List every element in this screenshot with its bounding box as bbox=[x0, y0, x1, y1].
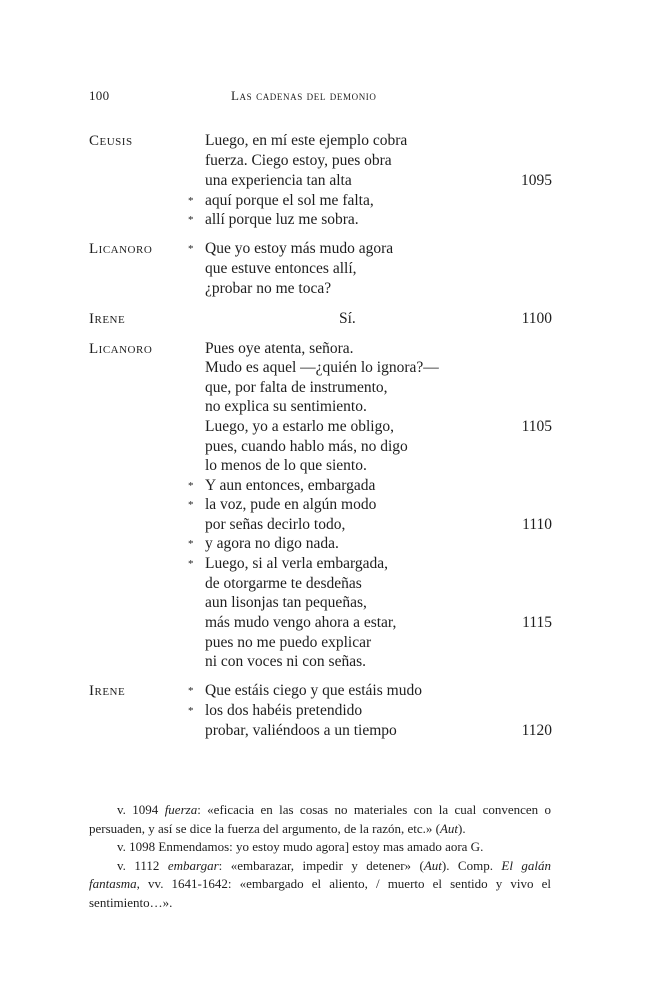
note-ref: v. 1098 bbox=[117, 839, 156, 854]
verse-line: no explica su sentimiento. bbox=[205, 398, 367, 415]
line-number: 1095 bbox=[521, 172, 552, 189]
verse-line: Luego, si al verla embargada, bbox=[205, 555, 389, 572]
line-number: 1120 bbox=[521, 722, 552, 739]
note-term: fuerza bbox=[164, 802, 198, 817]
asterisk-icon: * bbox=[188, 685, 194, 697]
note-text: : «embarazar, impedir y detener» ( bbox=[218, 857, 424, 873]
verse-line: por señas decirlo todo, bbox=[205, 516, 346, 533]
verse-line: aun lisonjas tan pequeñas, bbox=[205, 594, 367, 611]
note-ref: v. 1094 bbox=[117, 802, 159, 817]
speaker-label: Irene bbox=[89, 683, 126, 699]
note-text: , vv. 1641-1642: «embargado el aliento, / muerto el sentido y vivo el sentimiento…». bbox=[89, 876, 551, 910]
verse-line: pues, cuando hablo más, no digo bbox=[205, 438, 408, 455]
verse-line: y agora no digo nada. bbox=[205, 535, 339, 552]
verse-line: aquí porque el sol me falta, bbox=[205, 192, 374, 209]
verse-line: Y aun entonces, embargada bbox=[205, 477, 376, 494]
verse-line: allí porque luz me sobra. bbox=[205, 211, 359, 228]
note-text: : «eficacia en las cosas no materiales con la cual convencen o persuaden, y así se dice la fuerza del argumento, de la razón, etc.» ( bbox=[89, 802, 552, 836]
verse-line: fuerza. Ciego estoy, pues obra bbox=[205, 152, 392, 169]
asterisk-icon: * bbox=[188, 195, 194, 207]
asterisk-icon: * bbox=[188, 480, 194, 492]
verse-line: ¿probar no me toca? bbox=[205, 280, 332, 297]
speaker-label: Irene bbox=[89, 311, 126, 327]
note-source: Aut bbox=[423, 857, 442, 873]
footnote bbox=[89, 801, 551, 838]
asterisk-icon: * bbox=[188, 499, 194, 511]
verse-line: Luego, en mí este ejemplo cobra bbox=[205, 132, 408, 149]
verse-line: de otorgarme te desdeñas bbox=[205, 575, 362, 592]
note-text: ). bbox=[458, 820, 466, 836]
verse-line: probar, valiéndoos a un tiempo bbox=[205, 722, 397, 739]
verse-line: los dos habéis pretendido bbox=[205, 702, 363, 719]
verse-line: que estuve entonces allí, bbox=[205, 260, 357, 277]
verse-line: Que yo estoy más mudo agora bbox=[205, 240, 394, 257]
verse-line: que, por falta de instrumento, bbox=[205, 379, 388, 396]
verse-line: una experiencia tan alta bbox=[205, 172, 352, 189]
verse-line: pues no me puedo explicar bbox=[205, 634, 372, 651]
asterisk-icon: * bbox=[188, 214, 194, 226]
verse-line: lo menos de lo que siento. bbox=[205, 457, 367, 474]
note-text: Enmendamos: yo estoy mudo agora] estoy mas amado aora G. bbox=[158, 839, 484, 854]
page-number: 100 bbox=[89, 88, 110, 103]
verse-line: Luego, yo a estarlo me obligo, bbox=[205, 418, 394, 435]
verse-line: más mudo vengo ahora a estar, bbox=[205, 614, 397, 631]
footnotes bbox=[89, 801, 551, 912]
note-work-title: El galán fantasma bbox=[89, 857, 551, 891]
verse-line: Pues oye atenta, señora. bbox=[205, 340, 354, 357]
verse-line: ni con voces ni con señas. bbox=[205, 653, 366, 670]
note-text: ). Comp. bbox=[441, 857, 502, 873]
footnote bbox=[89, 857, 551, 913]
line-number: 1100 bbox=[521, 310, 552, 327]
footnote bbox=[89, 838, 551, 857]
line-number: 1115 bbox=[522, 614, 552, 631]
running-title: Las cadenas del demonio bbox=[231, 88, 377, 103]
note-source: Aut bbox=[439, 820, 459, 836]
asterisk-icon: * bbox=[188, 558, 194, 570]
speaker-label: Licanoro bbox=[89, 241, 153, 257]
verse-line: Sí. bbox=[339, 310, 356, 327]
verse-line: la voz, pude en algún modo bbox=[205, 496, 377, 513]
verse-line: Que estáis ciego y que estáis mudo bbox=[205, 682, 422, 699]
speaker-label: Ceusis bbox=[89, 133, 133, 149]
speaker-label: Licanoro bbox=[89, 341, 153, 357]
verse-line: Mudo es aquel —¿quién lo ignora?— bbox=[205, 359, 439, 376]
asterisk-icon: * bbox=[188, 538, 194, 550]
line-number: 1105 bbox=[521, 418, 552, 435]
line-number: 1110 bbox=[522, 516, 552, 533]
note-term: embargar bbox=[167, 857, 219, 873]
asterisk-icon: * bbox=[188, 243, 194, 255]
asterisk-icon: * bbox=[188, 705, 194, 717]
note-ref: v. 1112 bbox=[117, 857, 160, 873]
